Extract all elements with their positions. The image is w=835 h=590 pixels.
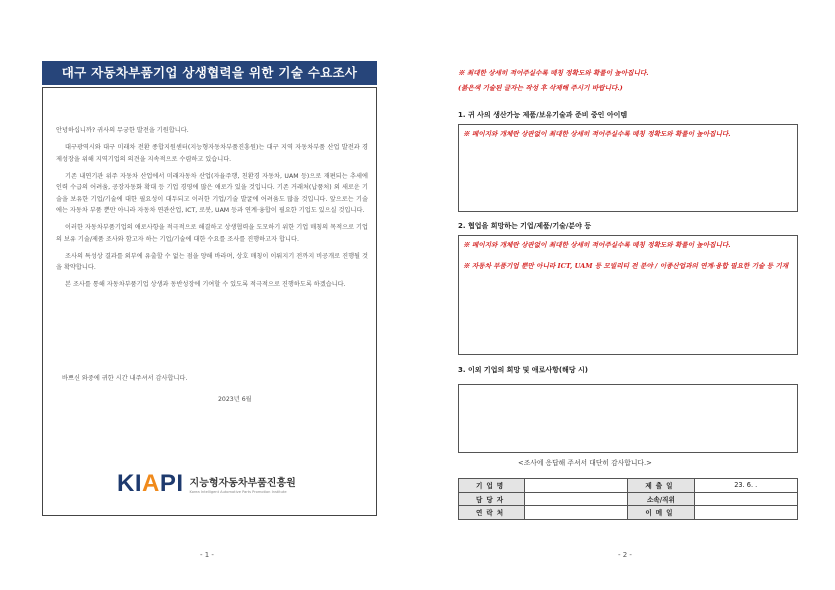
contact-field[interactable] — [525, 506, 628, 520]
letter-paragraph: 본 조사를 통해 자동차부품기업 상생과 동반성장에 기여할 수 있도록 적극적으로 진행하도록 하겠습니다. — [65, 281, 346, 289]
letter-paragraph: 기존 내연기관 위주 자동차 산업에서 미래자동차 산업(자율주행, 친환경 자동차, UAM 등)으로 재편되는 추세에 인력 수급의 어려움, 공장자동화 확대 등 기업 경영에 많은 애로가 있을 것입니다. 기존 거래처(납품처) 외 새로운 기술을 보유한 기업/기술에 대한 필요성이 대두되고 이러한 기업/기술 발굴에 어려움도 많을 것입니다. 앞으로는 기술에는 자동차 부품 뿐만 아니라 자동차 연관산업, ICT, 로봇, UAM 등과 연계·융합이 필요한 기업도 있으실 것입니다. — [56, 172, 368, 215]
letter-paragraph: 대구광역시와 대구 미래차 전환 종합지원센터(지능형자동차부품진흥원)는 대구 지역 자동차부품 산업 발전과 경제성장을 위해 지역기업의 의견을 지속적으로 수렴하고 있습니다. — [56, 144, 368, 163]
guide-text: ※ 페이지와 개체란 상관없이 최대한 상세히 적어주실수록 매칭 정확도와 확률이 높아집니다. — [463, 130, 731, 138]
position-label: 소속/직위 — [628, 492, 694, 506]
letter-date: 2023년 6월 — [218, 396, 252, 403]
logo-mark: KIAPI — [117, 470, 184, 497]
page-number: - 2 - — [618, 551, 632, 559]
answer-box-2[interactable] — [458, 235, 798, 355]
logo-name-korean: 지능형자동차부품진흥원 — [189, 478, 296, 489]
greeting: 안녕하십니까? 귀사의 무궁한 발전을 기원합니다. — [56, 127, 189, 134]
answer-box-3[interactable] — [458, 384, 798, 453]
page-1 — [0, 0, 417, 590]
contact-label: 연락처 — [459, 506, 525, 520]
email-field[interactable] — [694, 506, 798, 520]
table-row — [459, 492, 798, 506]
guide-note: (붉은색 기술된 글자는 작성 후 삭제해 주시기 바랍니다.) — [458, 84, 623, 92]
letter-body — [56, 125, 368, 297]
survey-title: 대구 자동차부품기업 상생협력을 위한 기술 수요조사 — [42, 61, 377, 85]
logo-name-english: Korea Intelligent Automotive Parts Promotion Institute — [189, 490, 287, 494]
submit-date-field[interactable]: 23. 6. . — [694, 479, 798, 493]
submit-date-label: 제출일 — [628, 479, 694, 493]
letter-paragraph: 조사의 특성상 결과를 외부에 유출할 수 없는 점을 양해 바라며, 상호 매칭이 이뤄지기 전까지 비공개로 진행될 것을 확약합니다. — [56, 252, 368, 272]
page-number: - 1 - — [200, 551, 214, 559]
guide-note: ※ 최대한 상세히 적어주실수록 매칭 정확도와 확률이 높아집니다. — [458, 69, 649, 77]
table-row — [459, 479, 798, 493]
company-label: 기업명 — [459, 479, 525, 493]
kiapi-logo — [117, 470, 296, 498]
section-title-3: 3. 이외 기업의 희망 및 애로사항(해당 시) — [458, 366, 588, 374]
letter-paragraph: 이러한 자동차부품기업의 애로사항을 적극적으로 해결하고 상생협력을 도모하기 위한 기업 매칭의 목적으로 기업의 보유 기술/제품 조사와 함고자 하는 기업/기술에 대한 수요를 조사를 진행하고자 합니다. — [56, 224, 368, 243]
company-field[interactable] — [525, 479, 628, 493]
table-row — [459, 506, 798, 520]
position-field[interactable] — [694, 492, 798, 506]
section-title-1: 1. 귀 사의 생산가능 제품/보유기술과 준비 중인 아이템 — [458, 111, 628, 119]
guide-text: ※ 자동차 부품기업 뿐만 아니라 ICT, UAM 등 모빌리티 전 분야 / 이종산업과의 연계·융합 필요한 기술 등 기재 — [463, 262, 789, 270]
email-label: 이메일 — [628, 506, 694, 520]
manager-field[interactable] — [525, 492, 628, 506]
thanks-message: <조사에 응답해 주셔서 대단히 감사합니다.> — [518, 459, 652, 467]
manager-label: 담당자 — [459, 492, 525, 506]
respondent-info-table — [458, 478, 798, 520]
section-title-2: 2. 협업을 희망하는 기업/제품/기술/분야 등 — [458, 222, 592, 230]
closing-remark: 바쁘신 와중에 귀한 시간 내주셔서 감사합니다. — [62, 375, 188, 382]
guide-text: ※ 페이지와 개체란 상관없이 최대한 상세히 적어주실수록 매칭 정확도와 확률이 높아집니다. — [463, 241, 731, 249]
answer-box-1[interactable] — [458, 124, 798, 212]
